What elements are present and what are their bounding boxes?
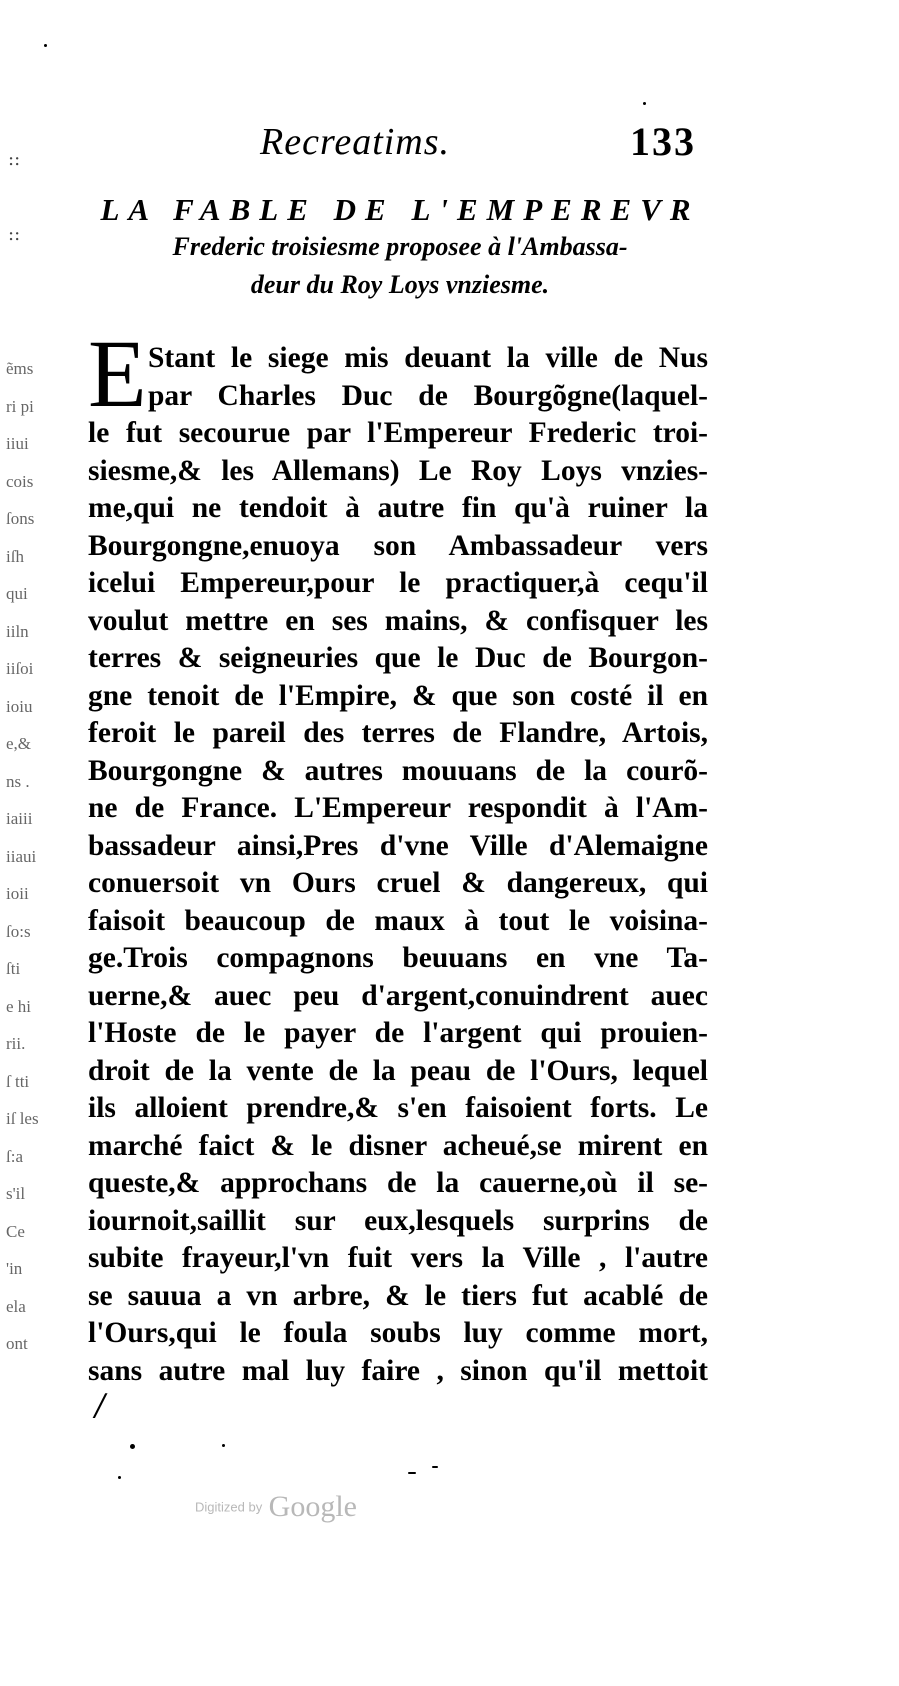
ink-speck bbox=[408, 1472, 416, 1474]
margin-mark: :: bbox=[8, 149, 21, 170]
bleed-fragment: e,& bbox=[6, 734, 32, 753]
text-line: par Charles Duc de Bourgõgne(laquel- bbox=[148, 379, 708, 412]
text-line: droit de la vente de la peau de l'Ours, lequel bbox=[88, 1054, 708, 1087]
bleed-fragment: qui bbox=[6, 584, 28, 603]
text-line: icelui Empereur,pour le practiquer,à cequ'il bbox=[88, 567, 708, 599]
bleed-fragment: ns . bbox=[6, 771, 30, 791]
bleed-fragment: ẽms bbox=[6, 359, 34, 378]
text-line: marché faict & le disner acheué,se mirent en bbox=[88, 1129, 708, 1162]
page-number: 133 bbox=[630, 119, 696, 164]
text-line: terres & seigneuries que le Duc de Bourgon- bbox=[88, 642, 708, 674]
text-line: uerne,& auec peu d'argent,conuindrent auec bbox=[88, 979, 708, 1012]
stray-slash-mark: / bbox=[95, 1388, 106, 1423]
text-line: l'Hoste de le payer de l'argent qui prouien- bbox=[88, 1017, 708, 1049]
bleed-fragment: iſ les bbox=[6, 1109, 39, 1128]
body-text bbox=[88, 340, 708, 1390]
text-line: queste,& approchans de la cauerne,où il se- bbox=[88, 1167, 708, 1199]
bleed-fragment: ſ tti bbox=[6, 1071, 30, 1091]
chapter-heading bbox=[80, 192, 720, 304]
bleed-fragment: iiui bbox=[6, 434, 29, 453]
ink-speck bbox=[432, 1466, 438, 1468]
bleed-fragment: Ce bbox=[6, 1221, 25, 1241]
text-line: subite frayeur,l'vn fuit vers la Ville , l'autre bbox=[88, 1242, 708, 1274]
bleed-fragment: ela bbox=[6, 1296, 26, 1316]
bleed-fragment: iaiii bbox=[6, 809, 33, 828]
ink-speck bbox=[44, 44, 47, 47]
bleed-fragment: ſti bbox=[6, 959, 21, 978]
text-line: bassadeur ainsi,Pres d'vne Ville d'Alemaigne bbox=[88, 829, 708, 862]
bleed-fragment: cois bbox=[6, 471, 34, 491]
margin-mark: :: bbox=[8, 224, 21, 245]
bleed-fragment: ioii bbox=[6, 884, 29, 903]
ink-speck bbox=[222, 1444, 225, 1447]
running-title: Recreatims. bbox=[260, 121, 451, 163]
bleed-fragment: 'in bbox=[6, 1259, 23, 1278]
text-line: voulut mettre en ses mains, & confisquer les bbox=[88, 604, 708, 637]
watermark-prefix: Digitized by bbox=[195, 1499, 263, 1515]
bleed-fragment: iſh bbox=[6, 546, 24, 566]
text-line: ge.Trois compagnons beuuans en vne Ta- bbox=[88, 942, 708, 974]
bleed-fragment: e hi bbox=[6, 996, 32, 1016]
text-line: Bourgongne & autres mouuans de la courõ- bbox=[88, 754, 708, 787]
bleed-fragment: s'il bbox=[6, 1184, 26, 1203]
facing-page-bleed bbox=[6, 350, 46, 1363]
ink-speck bbox=[643, 102, 646, 105]
text-line: conuersoit vn Ours cruel & dangereux, qui bbox=[88, 867, 708, 899]
chapter-subtitle-line: deur du Roy Loys vnziesme. bbox=[250, 270, 550, 299]
ink-speck bbox=[130, 1444, 135, 1449]
bleed-fragment: ſo:s bbox=[6, 921, 31, 941]
bleed-fragment: iiaui bbox=[6, 846, 37, 866]
drop-cap: E bbox=[88, 320, 147, 427]
chapter-subtitle-line: Frederic troisiesme proposee à l'Ambassa- bbox=[172, 232, 628, 261]
text-line: se sauua a vn arbre, & le tiers fut acablé de bbox=[88, 1279, 708, 1312]
ink-speck bbox=[118, 1476, 121, 1479]
text-line: ne de France. L'Empereur respondit à l'Am- bbox=[88, 792, 708, 824]
bleed-fragment: ioiu bbox=[6, 696, 33, 716]
text-line: me,qui ne tendoit à autre fin qu'à ruiner la bbox=[88, 492, 708, 524]
text-line: Bourgongne,enuoya son Ambassadeur vers bbox=[88, 529, 708, 562]
google-watermark bbox=[195, 1490, 357, 1524]
google-logo: Google bbox=[268, 1490, 357, 1523]
text-line: l'Ours,qui le foula soubs luy comme mort, bbox=[88, 1317, 708, 1349]
bleed-fragment: rii. bbox=[6, 1034, 26, 1053]
text-line: faisoit beaucoup de maux à tout le voisina- bbox=[88, 904, 708, 937]
bleed-fragment: ſons bbox=[6, 509, 35, 528]
bleed-fragment: iiſoi bbox=[6, 659, 34, 678]
text-line: sans autre mal luy faire , sinon qu'il mettoit bbox=[88, 1354, 708, 1387]
text-line: Stant le siege mis deuant la ville de Nus bbox=[148, 342, 708, 374]
bleed-fragment: ri pi bbox=[6, 396, 34, 416]
bleed-fragment: ſ:a bbox=[6, 1146, 23, 1166]
text-line: le fut secourue par l'Empereur Frederic troi- bbox=[88, 417, 708, 449]
text-line: feroit le pareil des terres de Flandre, Artois, bbox=[88, 717, 708, 749]
bleed-fragment: iiln bbox=[6, 621, 29, 641]
margin-top-marks bbox=[8, 122, 20, 272]
text-line: gne tenoit de l'Empire, & que son costé il en bbox=[88, 679, 708, 712]
text-line: ils alloient prendre,& s'en faisoient forts. Le bbox=[88, 1092, 708, 1124]
bleed-fragment: ont bbox=[6, 1334, 28, 1353]
chapter-title-line: LA FABLE DE L'EMPEREVR bbox=[100, 192, 700, 227]
text-line: iournoit,saillit sur eux,lesquels surprins de bbox=[88, 1204, 708, 1237]
text-line: siesme,& les Allemans) Le Roy Loys vnzies- bbox=[88, 454, 708, 487]
